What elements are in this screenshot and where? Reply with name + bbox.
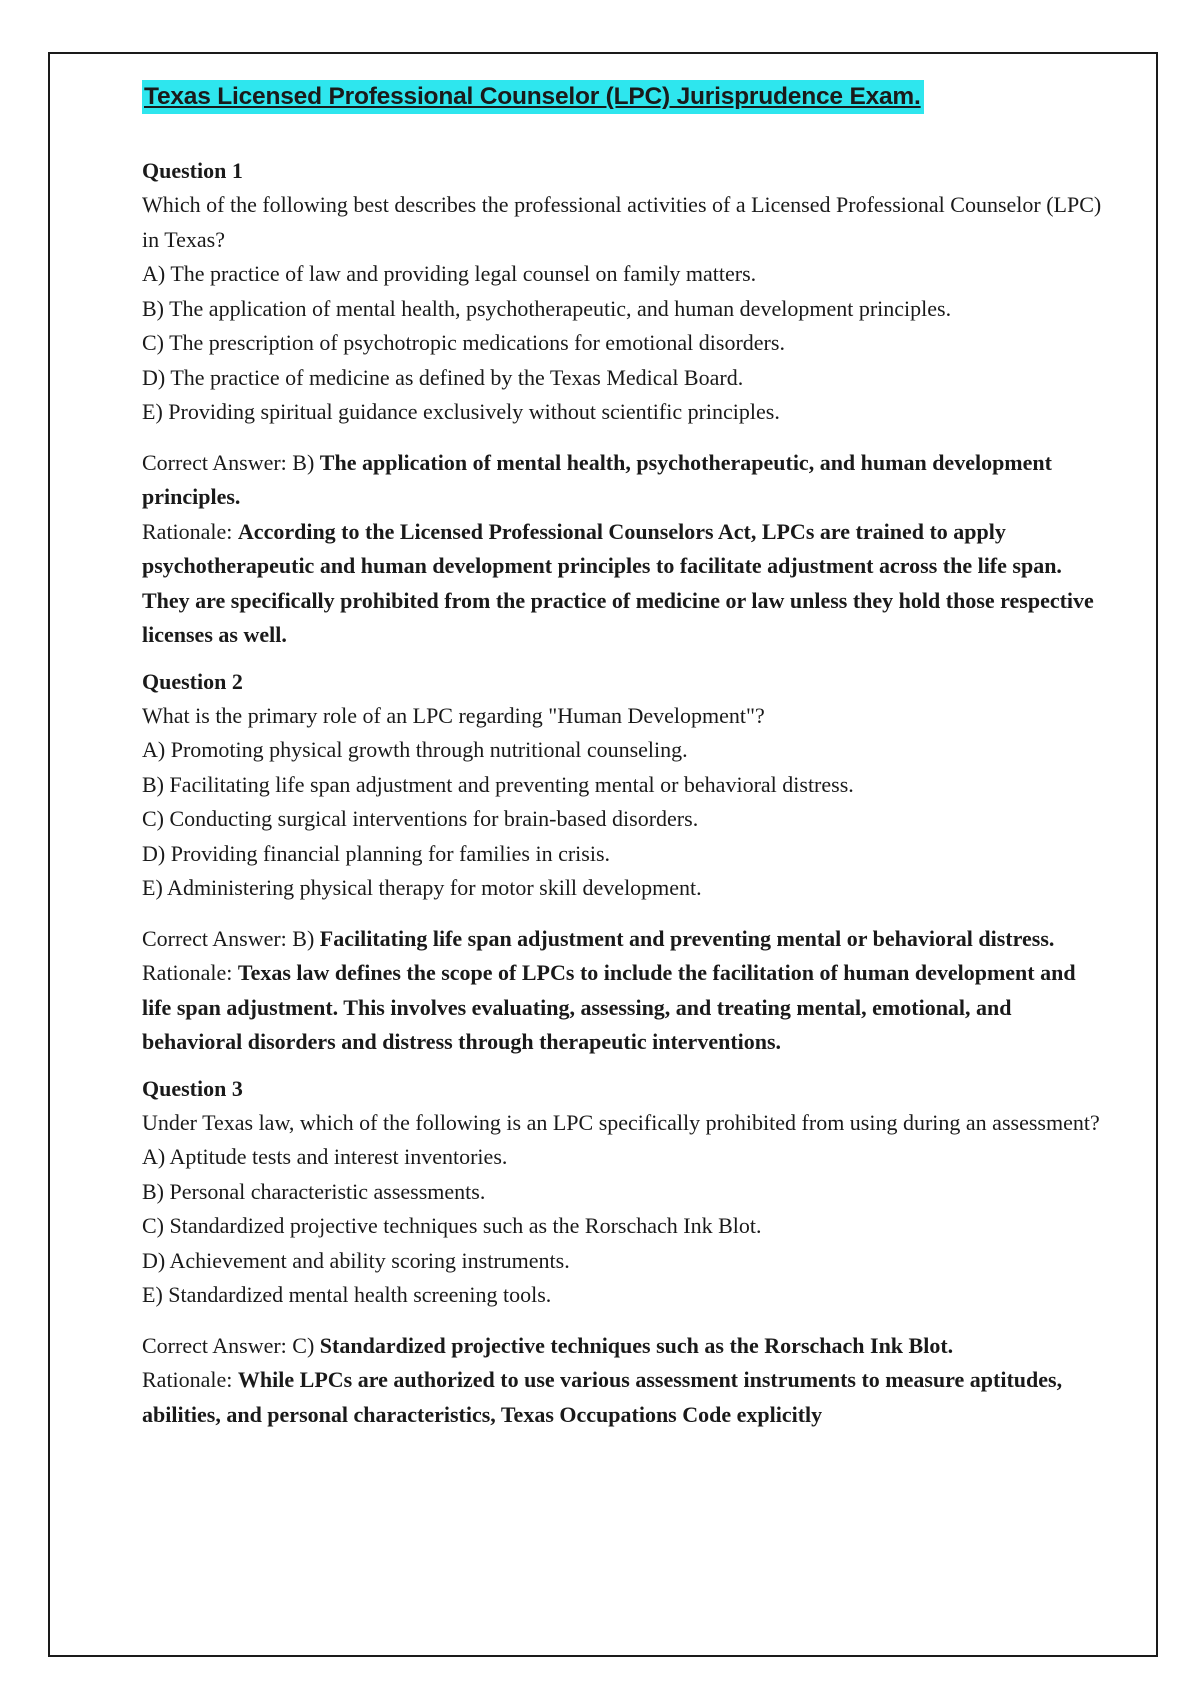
correct-answer-label: Correct Answer: bbox=[142, 1332, 287, 1358]
option-b: B) Facilitating life span adjustment and preventing mental or behavioral distress. bbox=[142, 771, 854, 797]
correct-answer-letter: B) bbox=[292, 449, 315, 475]
option-c: C) Conducting surgical interventions for brain-based disorders. bbox=[142, 806, 699, 831]
question-text: Which of the following best describes the professional activities of a Licensed Professional Counselor (LPC) in Texas? bbox=[142, 192, 1102, 252]
option-e: E) Administering physical therapy for motor skill development. bbox=[142, 875, 702, 900]
option-a: A) Aptitude tests and interest inventories. bbox=[142, 1144, 508, 1169]
option-d: D) Providing financial planning for families in crisis. bbox=[142, 840, 611, 866]
correct-answer-label: Correct Answer: bbox=[142, 449, 287, 475]
correct-answer-letter: C) bbox=[292, 1332, 315, 1358]
correct-answer bbox=[142, 1329, 1102, 1364]
question-number: Question 3 bbox=[142, 1075, 243, 1101]
rationale bbox=[142, 1363, 1102, 1432]
question-3 bbox=[142, 1072, 1102, 1433]
answer-block bbox=[142, 446, 1102, 653]
rationale-text: While LPCs are authorized to use various assessment instruments to measure aptitudes, abilities, and personal characteristics, Texas Occupations Code explicitly bbox=[142, 1367, 1063, 1427]
correct-answer bbox=[142, 922, 1102, 957]
option-b: B) Personal characteristic assessments. bbox=[142, 1178, 486, 1204]
question-1 bbox=[142, 154, 1102, 653]
option-a: A) Promoting physical growth through nutritional counseling. bbox=[142, 737, 688, 762]
rationale bbox=[142, 515, 1102, 653]
rationale-label: Rationale: bbox=[142, 518, 233, 544]
answer-block bbox=[142, 1329, 1102, 1433]
option-a: A) The practice of law and providing legal counsel on family matters. bbox=[142, 261, 757, 286]
option-c: C) The prescription of psychotropic medications for emotional disorders. bbox=[142, 330, 785, 355]
correct-answer-text: The application of mental health, psychotherapeutic, and human development principles. bbox=[142, 449, 1052, 509]
option-d: D) The practice of medicine as defined by the Texas Medical Board. bbox=[142, 364, 744, 390]
correct-answer bbox=[142, 446, 1102, 515]
rationale-text: According to the Licensed Professional Counselors Act, LPCs are trained to apply psychotherapeutic and human development principles to facilitate adjustment across the life span. They are specifically prohibited from the practice of medicine or law unless they hold those respective licenses as well. bbox=[142, 518, 1094, 647]
option-c: C) Standardized projective techniques such as the Rorschach Ink Blot. bbox=[142, 1213, 762, 1238]
answer-options bbox=[142, 733, 1102, 906]
option-b: B) The application of mental health, psychotherapeutic, and human development principles. bbox=[142, 295, 952, 321]
question-number: Question 2 bbox=[142, 668, 243, 694]
question-number: Question 1 bbox=[142, 158, 243, 183]
rationale-text: Texas law defines the scope of LPCs to include the facilitation of human development and life span adjustment. This involves evaluating, assessing, and treating mental, emotional, and behavioral disorders and distress through therapeutic interventions. bbox=[142, 960, 1076, 1054]
rationale-label: Rationale: bbox=[142, 960, 233, 985]
question-text: Under Texas law, which of the following is an LPC specifically prohibited from using during an assessment? bbox=[142, 1109, 1100, 1135]
option-d: D) Achievement and ability scoring instruments. bbox=[142, 1247, 570, 1273]
correct-answer-text: Standardized projective techniques such as the Rorschach Ink Blot. bbox=[319, 1332, 954, 1358]
correct-answer-letter: B) bbox=[292, 925, 315, 951]
option-e: E) Standardized mental health screening tools. bbox=[142, 1282, 552, 1307]
document-body bbox=[142, 80, 1102, 1432]
rationale-label: Rationale: bbox=[142, 1367, 233, 1392]
question-2 bbox=[142, 665, 1102, 1060]
document-title: Texas Licensed Professional Counselor (LPC) Jurisprudence Exam. bbox=[142, 80, 924, 114]
option-e: E) Providing spiritual guidance exclusively without scientific principles. bbox=[142, 399, 780, 424]
answer-block bbox=[142, 922, 1102, 1060]
question-text: What is the primary role of an LPC regarding "Human Development"? bbox=[142, 702, 765, 728]
correct-answer-text: Facilitating life span adjustment and preventing mental or behavioral distress. bbox=[319, 925, 1055, 951]
answer-options bbox=[142, 1140, 1102, 1313]
answer-options bbox=[142, 257, 1102, 430]
rationale bbox=[142, 956, 1102, 1060]
correct-answer-label: Correct Answer: bbox=[142, 925, 287, 951]
